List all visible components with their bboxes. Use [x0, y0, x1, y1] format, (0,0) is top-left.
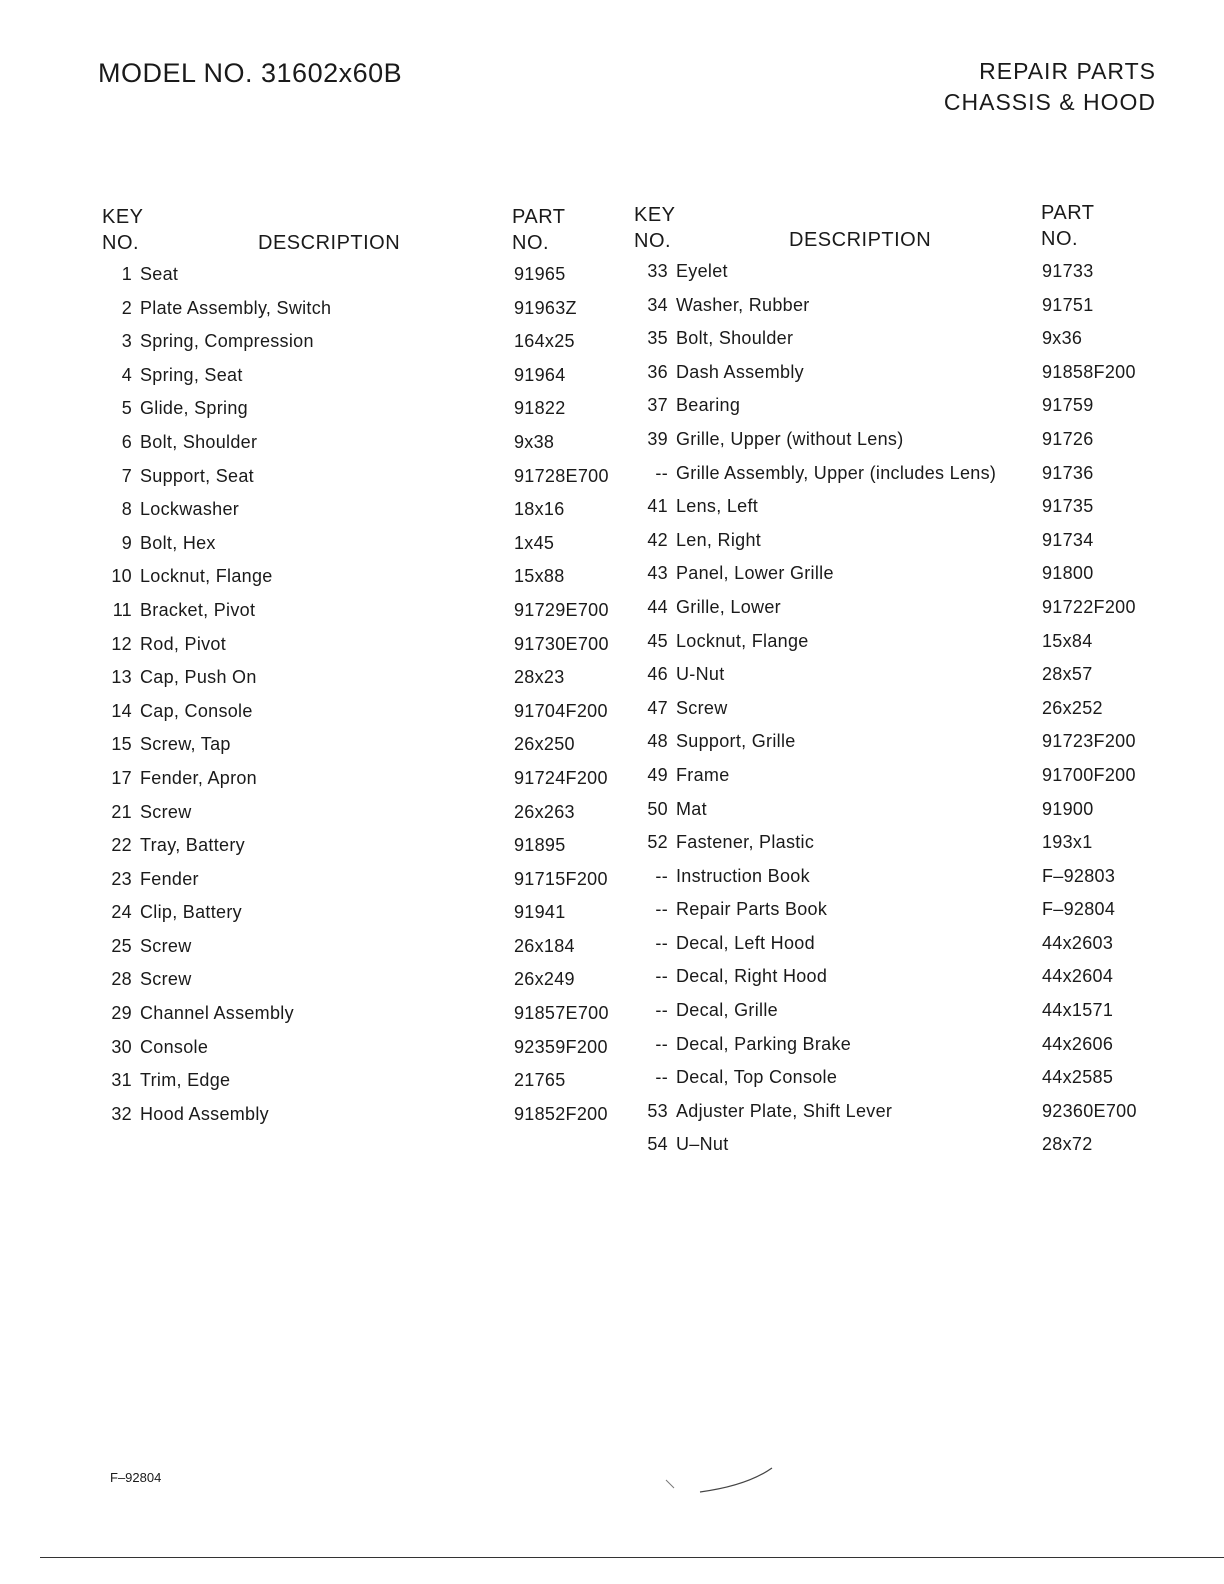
part-key-number: 36: [647, 361, 668, 382]
part-description: Repair Parts Book: [676, 899, 828, 920]
part-key-number: 54: [647, 1134, 668, 1155]
part-description: Decal, Left Hood: [676, 932, 815, 953]
part-description: Seat: [140, 264, 179, 284]
part-number: 91964: [514, 364, 566, 385]
part-key-number: --: [655, 966, 668, 987]
part-row: [92, 936, 632, 970]
part-key-number: 12: [111, 633, 132, 654]
part-number: 15x88: [514, 566, 565, 587]
part-row: [92, 634, 632, 668]
part-description: Frame: [676, 764, 730, 785]
part-key-number: 46: [647, 664, 668, 685]
part-number: 26x250: [514, 734, 575, 755]
part-key-number: 37: [647, 395, 668, 416]
part-row: [92, 701, 632, 735]
part-row: [628, 328, 1168, 362]
part-key-number: 30: [111, 1036, 132, 1057]
part-description: Grille, Upper (without Lens): [676, 428, 904, 449]
part-number: F–92804: [1042, 899, 1116, 920]
part-row: [92, 969, 632, 1003]
part-description: Bolt, Hex: [140, 532, 216, 553]
part-description: Grille Assembly, Upper (includes Lens): [676, 462, 997, 483]
part-number: 44x2603: [1042, 932, 1114, 953]
part-row: [92, 1003, 632, 1037]
heading-chassis-hood: CHASSIS & HOOD: [943, 89, 1156, 115]
part-row: [628, 731, 1168, 765]
part-number: 91736: [1042, 462, 1094, 483]
part-description: Rod, Pivot: [140, 633, 227, 654]
part-row: [92, 264, 632, 298]
part-description: Console: [140, 1036, 209, 1057]
part-description: Spring, Compression: [140, 331, 314, 352]
part-description: Instruction Book: [676, 865, 810, 886]
part-number: 91751: [1042, 294, 1094, 315]
part-row: [628, 866, 1168, 900]
right-description-header: DESCRIPTION: [789, 229, 932, 251]
part-key-number: 14: [111, 700, 132, 721]
part-key-number: 43: [647, 563, 668, 584]
part-number: 91800: [1042, 563, 1094, 584]
part-number: 26x184: [514, 935, 575, 956]
part-row: [628, 899, 1168, 933]
model-number: MODEL NO. 31602x60B: [98, 58, 403, 88]
part-description: Screw: [676, 697, 728, 718]
part-number: 28x57: [1042, 664, 1093, 685]
part-row: [628, 799, 1168, 833]
part-number: 91734: [1042, 529, 1094, 550]
left-part-header: PART NO.: [512, 206, 566, 254]
part-row: [92, 600, 632, 634]
part-description: Bracket, Pivot: [140, 599, 256, 620]
part-description: Fender, Apron: [140, 767, 257, 788]
part-number: 44x2585: [1042, 1067, 1114, 1088]
part-key-number: 21: [111, 801, 132, 822]
part-number: 18x16: [514, 499, 565, 520]
part-key-number: --: [655, 1000, 668, 1021]
part-number: 44x2606: [1042, 1033, 1114, 1054]
part-key-number: 48: [647, 731, 668, 752]
part-row: [628, 765, 1168, 799]
part-key-number: 2: [121, 297, 132, 318]
part-description: Fender: [140, 868, 199, 889]
part-number: 193x1: [1042, 832, 1093, 853]
part-key-number: 25: [111, 935, 132, 956]
part-row: [628, 362, 1168, 396]
part-number: 91704F200: [514, 700, 608, 721]
part-number: 91895: [514, 835, 566, 856]
part-key-number: 31: [111, 1070, 132, 1091]
part-number: 91722F200: [1042, 596, 1136, 617]
left-parts-list: [92, 264, 632, 1137]
part-description: Decal, Top Console: [676, 1067, 838, 1088]
part-description: Clip, Battery: [140, 902, 242, 923]
part-number: 91726: [1042, 428, 1094, 449]
part-description: Glide, Spring: [140, 398, 248, 419]
part-row: [92, 802, 632, 836]
bottom-rule: [40, 1557, 1224, 1558]
part-key-number: 41: [647, 496, 668, 517]
part-description: Bearing: [676, 395, 741, 416]
part-description: Cap, Console: [140, 700, 253, 721]
part-row: [92, 1070, 632, 1104]
part-key-number: 1: [121, 264, 132, 284]
part-key-number: 35: [647, 328, 668, 349]
part-row: [628, 563, 1168, 597]
form-number: F–92804: [110, 1470, 162, 1485]
part-number: 26x263: [514, 801, 575, 822]
part-number: 91735: [1042, 496, 1094, 517]
part-number: 92360E700: [1042, 1100, 1137, 1121]
part-key-number: 47: [647, 697, 668, 718]
part-key-number: 44: [647, 596, 668, 617]
page-heading: [944, 56, 1156, 118]
part-row: [628, 698, 1168, 732]
part-key-number: 33: [647, 261, 668, 281]
part-key-number: --: [655, 932, 668, 953]
part-key-number: 15: [111, 734, 132, 755]
part-row: [92, 869, 632, 903]
part-row: [628, 1034, 1168, 1068]
part-key-number: 24: [111, 902, 132, 923]
part-number: 91730E700: [514, 633, 609, 654]
part-description: Len, Right: [676, 529, 762, 550]
left-description-header: DESCRIPTION: [258, 232, 401, 254]
part-row: [92, 1037, 632, 1071]
part-row: [628, 395, 1168, 429]
part-row: [628, 295, 1168, 329]
part-description: Lockwasher: [140, 499, 240, 520]
part-description: Screw: [140, 935, 192, 956]
part-key-number: 29: [111, 1003, 132, 1024]
part-description: Washer, Rubber: [676, 294, 810, 315]
part-description: Screw, Tap: [140, 734, 231, 755]
part-number: 91857E700: [514, 1003, 609, 1024]
part-row: [92, 365, 632, 399]
pen-mark-scribble: [660, 1450, 790, 1510]
part-key-number: 11: [112, 599, 132, 620]
part-row: [628, 933, 1168, 967]
part-row: [92, 667, 632, 701]
part-description: Spring, Seat: [140, 364, 243, 385]
part-row: [628, 1101, 1168, 1135]
part-row: [628, 832, 1168, 866]
part-key-number: 13: [111, 667, 132, 688]
part-number: 91759: [1042, 395, 1094, 416]
part-row: [628, 463, 1168, 497]
part-number: 91858F200: [1042, 361, 1136, 382]
part-row: [92, 1104, 632, 1138]
part-number: 91852F200: [514, 1103, 608, 1124]
part-number: 28x23: [514, 667, 565, 688]
part-key-number: 10: [111, 566, 132, 587]
part-row: [92, 499, 632, 533]
part-description: Screw: [140, 801, 192, 822]
part-key-number: 45: [647, 630, 668, 651]
part-description: Tray, Battery: [140, 835, 245, 856]
part-number: 91700F200: [1042, 764, 1136, 785]
part-number: 9x36: [1042, 328, 1083, 349]
part-description: Support, Seat: [140, 465, 254, 486]
part-description: U-Nut: [676, 664, 725, 685]
part-row: [628, 966, 1168, 1000]
part-number: 21765: [514, 1070, 566, 1091]
part-row: [628, 530, 1168, 564]
part-key-number: 50: [647, 798, 668, 819]
part-row: [628, 496, 1168, 530]
part-number: 91963Z: [514, 297, 577, 318]
part-number: 91733: [1042, 261, 1094, 281]
part-description: Fastener, Plastic: [676, 832, 815, 853]
part-number: 9x38: [514, 431, 555, 452]
part-description: Mat: [676, 798, 707, 819]
part-number: 91723F200: [1042, 731, 1136, 752]
part-row: [628, 261, 1168, 295]
part-number: 28x72: [1042, 1134, 1093, 1155]
part-description: Panel, Lower Grille: [676, 563, 834, 584]
part-key-number: 53: [647, 1100, 668, 1121]
part-key-number: 49: [647, 764, 668, 785]
part-key-number: --: [655, 462, 668, 483]
part-number: 1x45: [514, 532, 555, 553]
part-number: 91715F200: [514, 868, 608, 889]
part-key-number: --: [655, 865, 668, 886]
part-description: Cap, Push On: [140, 667, 257, 688]
part-row: [628, 1134, 1168, 1168]
right-part-header: PART NO.: [1041, 202, 1095, 250]
part-row: [92, 902, 632, 936]
part-row: [628, 1000, 1168, 1034]
part-description: Trim, Edge: [140, 1070, 231, 1091]
part-row: [92, 466, 632, 500]
part-number: 91729E700: [514, 599, 609, 620]
part-description: Bolt, Shoulder: [140, 431, 258, 452]
part-row: [92, 835, 632, 869]
right-key-header: KEY NO.: [634, 204, 676, 252]
part-key-number: 28: [111, 969, 132, 990]
part-key-number: 8: [121, 499, 132, 520]
part-key-number: 4: [121, 364, 132, 385]
part-number: 91724F200: [514, 767, 608, 788]
right-parts-list: [628, 261, 1168, 1168]
part-row: [92, 398, 632, 432]
part-key-number: 39: [647, 428, 668, 449]
part-description: Lens, Left: [676, 496, 759, 517]
part-number: 91900: [1042, 798, 1094, 819]
part-description: Screw: [140, 969, 192, 990]
part-key-number: --: [655, 1067, 668, 1088]
part-key-number: 6: [121, 431, 132, 452]
left-key-header: KEY NO.: [102, 206, 144, 254]
part-row: [628, 664, 1168, 698]
part-description: Hood Assembly: [140, 1103, 269, 1124]
part-row: [628, 1067, 1168, 1101]
part-row: [92, 432, 632, 466]
part-description: Dash Assembly: [676, 361, 804, 382]
part-number: 164x25: [514, 331, 575, 352]
part-description: U–Nut: [676, 1134, 729, 1155]
part-row: [92, 533, 632, 567]
part-key-number: 42: [647, 529, 668, 550]
part-row: [92, 331, 632, 365]
part-row: [92, 768, 632, 802]
part-description: Locknut, Flange: [676, 630, 809, 651]
part-number: 92359F200: [514, 1036, 608, 1057]
part-number: 91822: [514, 398, 566, 419]
part-description: Grille, Lower: [676, 596, 781, 617]
part-number: 91728E700: [514, 465, 609, 486]
part-number: 44x2604: [1042, 966, 1114, 987]
part-number: F–92803: [1042, 865, 1116, 886]
part-key-number: 32: [111, 1103, 132, 1124]
part-description: Bolt, Shoulder: [676, 328, 794, 349]
part-key-number: 23: [111, 868, 132, 889]
part-key-number: --: [655, 1033, 668, 1054]
part-description: Channel Assembly: [140, 1003, 294, 1024]
part-description: Plate Assembly, Switch: [140, 297, 332, 318]
part-number: 26x252: [1042, 697, 1103, 718]
part-key-number: 9: [121, 532, 132, 553]
heading-repair-parts: REPAIR PARTS: [979, 58, 1156, 84]
part-description: Adjuster Plate, Shift Lever: [676, 1100, 893, 1121]
part-description: Decal, Grille: [676, 1000, 778, 1021]
part-key-number: 5: [121, 398, 132, 419]
part-description: Support, Grille: [676, 731, 796, 752]
part-key-number: 34: [647, 294, 668, 315]
part-key-number: 52: [647, 832, 668, 853]
part-description: Eyelet: [676, 261, 728, 281]
part-key-number: 3: [121, 331, 132, 352]
part-description: Locknut, Flange: [140, 566, 273, 587]
part-row: [92, 566, 632, 600]
part-description: Decal, Parking Brake: [676, 1033, 852, 1054]
part-key-number: 22: [111, 835, 132, 856]
part-row: [92, 734, 632, 768]
part-number: 44x1571: [1042, 1000, 1114, 1021]
part-row: [628, 597, 1168, 631]
part-key-number: --: [655, 899, 668, 920]
part-number: 26x249: [514, 969, 575, 990]
part-row: [92, 298, 632, 332]
part-description: Decal, Right Hood: [676, 966, 828, 987]
part-number: 91965: [514, 264, 566, 284]
part-number: 91941: [514, 902, 566, 923]
part-row: [628, 631, 1168, 665]
part-key-number: 17: [111, 767, 132, 788]
part-key-number: 7: [121, 465, 132, 486]
part-row: [628, 429, 1168, 463]
part-number: 15x84: [1042, 630, 1093, 651]
